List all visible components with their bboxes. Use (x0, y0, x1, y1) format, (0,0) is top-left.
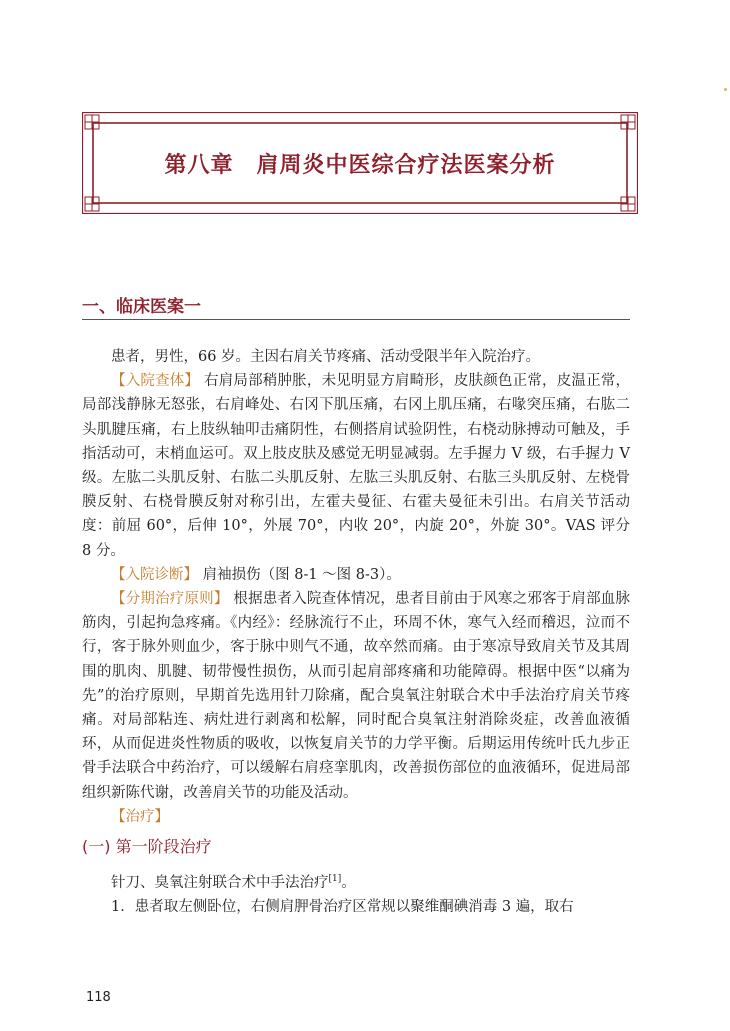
corner-mark (724, 88, 727, 91)
treatment-paragraph (82, 805, 630, 829)
principle-paragraph (82, 587, 630, 805)
stage-heading: (一) 第一阶段治疗 (82, 837, 212, 857)
exam-paragraph (82, 369, 630, 563)
step-1-paragraph: 1．患者取左侧卧位，右侧肩胛骨治疗区常规以聚维酮碘消毒 3 遍，取右 (111, 899, 574, 916)
chapter-title-frame (82, 112, 638, 214)
case-body (82, 345, 630, 920)
exam-tag: 【入院查体】 (111, 373, 200, 390)
treatment-tag: 【治疗】 (111, 808, 169, 825)
section-heading: 一、临床医案一 (82, 297, 201, 317)
reference-marker: [1] (328, 874, 342, 885)
stage-intro-paragraph (82, 867, 630, 895)
page-number: 118 (86, 990, 111, 1005)
intro-paragraph: 患者，男性，66 岁。主因右肩关节疼痛、活动受限半年入院治疗。 (111, 349, 541, 365)
principle-tag: 【分期治疗原则】 (111, 591, 229, 608)
principle-text: 根据患者入院查体情况，患者目前由于风寒之邪客于肩部血脉筋肉，引起拘急疼痛。《内经》：经脉流行不止，环周不休，寒气入经而稽迟，泣而不行，客于脉外则血少，客于脉中则气不通，故卒然而痛。由于寒凉导致肩关节及其周围的肌肉、肌腱、韧带慢性损伤，从而引起肩部疼痛和功能障碍。根据中医“以痛为先”的治疗原则，早期首先选用针刀除痛，配合臭氧注射联合术中手法治疗肩关节疼痛。对局部粘连、病灶进行剥离和松解，同时配合臭氧注射消除炎症，改善血液循环，从而促进炎性物质的吸收，以恢复肩关节的力学平衡。后期运用传统叶氏九步正骨手法联合中药治疗，可以缓解右肩痉挛肌肉，改善损伤部位的血液循环，促进局部组织新陈代谢，改善肩关节的功能及活动。 (82, 591, 631, 801)
stage-intro-end: 。 (341, 875, 356, 892)
chapter-title: 第八章 肩周炎中医综合疗法医案分析 (164, 151, 556, 178)
diagnosis-paragraph (82, 563, 630, 587)
diagnosis-text: 肩袖损伤（图 8-1 ～图 8-3）。 (202, 566, 401, 583)
stage-intro-text: 针刀、臭氧注射联合术中手法治疗 (111, 875, 329, 892)
diagnosis-tag: 【入院诊断】 (111, 566, 198, 583)
section-divider (82, 319, 630, 320)
exam-text: 右肩局部稍肿胀，未见明显方肩畸形，皮肤颜色正常，皮温正常，局部浅静脉无怒张，右肩峰处、右冈下肌压痛，右冈上肌压痛，右喙突压痛，右肱二头肌腱压痛，右上肢纵轴叩击痛阴性，右侧搭肩试验阴性，右桡动脉搏动可触及，手指活动可，末梢血运可。双上肢皮肤及感觉无明显减弱。左手握力 V 级，右手握力 V 级。左肱二头肌反射、右肱二头肌反射、左肱三头肌反射、右肱三头肌反射、左桡骨膜反射、右桡骨膜反射对称引出，左霍夫曼征、右霍夫曼征未引出。右肩关节活动度：前屈 60°，后伸 10°，外展 70°，内收 20°，内旋 20°，外旋 30°。VAS 评分 8 分。 (82, 373, 631, 559)
